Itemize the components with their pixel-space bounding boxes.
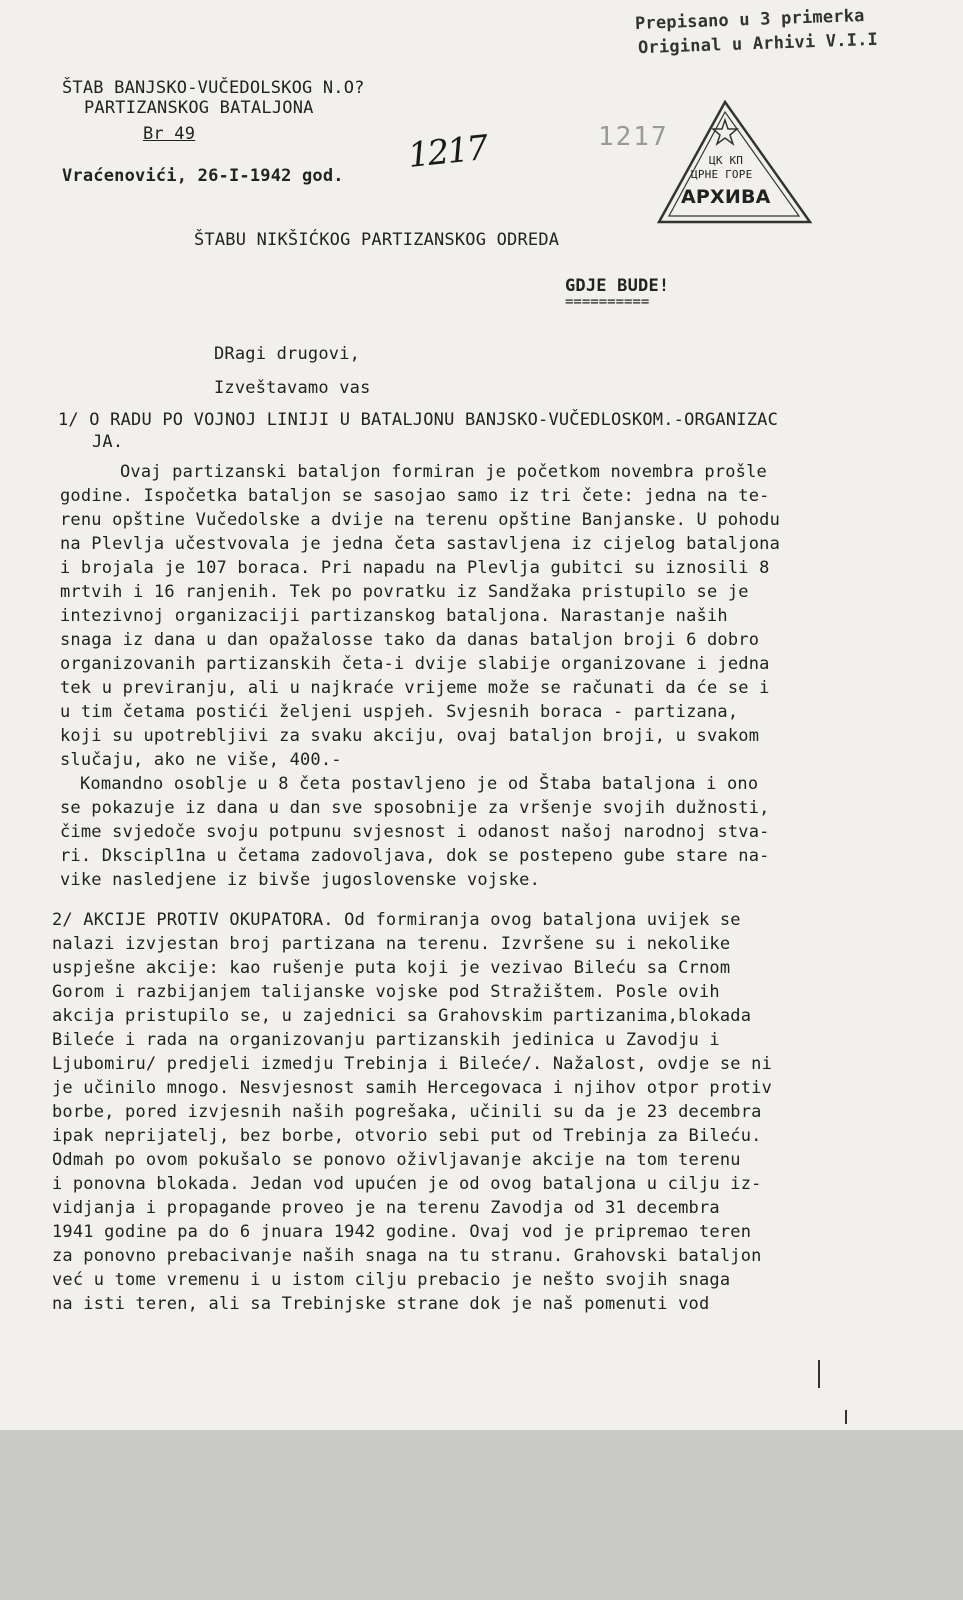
body-line: na Plevlja učestvovala je jedna četa sastavljena iz cijelog bataljona bbox=[60, 534, 781, 554]
document-number: Br 49 bbox=[143, 124, 196, 144]
place-date: Vraćenovići, 26-I-1942 god. bbox=[62, 166, 344, 186]
body-line: ri. Dkscipl1na u četama zadovoljava, dok se postepeno gube stare na- bbox=[60, 846, 770, 866]
handwritten-number: 1217 bbox=[406, 128, 489, 176]
body-line: Gorom i razbijanjem talijanske vojske pod Stražištem. Posle ovih bbox=[52, 982, 720, 1002]
greeting: DRagi drugovi, bbox=[214, 344, 361, 364]
body-line: za ponovno prebacivanje naših snaga na tu stranu. Grahovski bataljon bbox=[52, 1246, 762, 1266]
sender-line-2: PARTIZANSKOG BATALJONA bbox=[84, 98, 314, 118]
body-line: Ljubomiru/ predjeli izmedju Trebinja i Bileće/. Nažalost, ovdje se ni bbox=[52, 1054, 773, 1074]
background-surface bbox=[0, 1430, 963, 1600]
body-line: na isti teren, ali sa Trebinjske strane dok je naš pomenuti vod bbox=[52, 1294, 710, 1314]
body-line: ipak neprijatelj, bez borbe, otvorio sebi put od Trebinja za Bileću. bbox=[52, 1126, 762, 1146]
stray-mark bbox=[818, 1360, 820, 1388]
body-line: renu opštine Vučedolske a dvije na terenu opštine Banjanske. U pohodu bbox=[60, 510, 781, 530]
intro-line: Izveštavamo vas bbox=[214, 378, 371, 398]
section-1-heading: 1/ O RADU PO VOJNOJ LINIJI U BATALJONU BANJSKO-VUČEDLOSKOM.-ORGANIZAC bbox=[58, 410, 779, 430]
body-line: koji su upotrebljivi za svaku akciju, ovaj bataljon broji, u svakom bbox=[60, 726, 760, 746]
body-line: intezivnoj organizaciji partizanskog bataljona. Narastanje naših bbox=[60, 606, 728, 626]
archive-note-line-2: Original u Arhivi V.I.I bbox=[637, 29, 879, 59]
body-line: i brojala je 107 boraca. Pri napadu na Plevlja gubitci su iznosili 8 bbox=[60, 558, 770, 578]
body-line: organizovanih partizanskih četa-i dvije slabije organizovane i jedna bbox=[60, 654, 770, 674]
body-line: Ovaj partizanski bataljon formiran je početkom novembra prošle bbox=[120, 462, 767, 482]
sender-line-1: ŠTAB BANJSKO-VUČEDOLSKOG N.O? bbox=[62, 78, 365, 98]
stamp-label: АРХИВА bbox=[681, 186, 771, 208]
body-line: Bileće i rada na organizovanju partizanskih jedinica u Zavodju i bbox=[52, 1030, 720, 1050]
stamp-text-1: ЦК КП bbox=[709, 154, 744, 167]
body-line: snaga iz dana u dan opažalosse tako da danas bataljon broji 6 dobro bbox=[60, 630, 760, 650]
section-2-heading-line: 2/ AKCIJE PROTIV OKUPATORA. Od formiranja ovog bataljona uvijek se bbox=[52, 910, 741, 930]
body-line: slučaju, ako ne više, 400.- bbox=[60, 750, 342, 770]
body-line: akcija pristupilo se, u zajednici sa Grahovskim partizanima,blokada bbox=[52, 1006, 752, 1026]
body-line: vike nasledjene iz bivše jugoslovenske vojske. bbox=[60, 870, 541, 890]
body-line: i ponovna blokada. Jedan vod upućen je od ovog bataljona u cilju iz- bbox=[52, 1174, 762, 1194]
body-line: uspješne akcije: kao rušenje puta koji je vezivao Bileću sa Crnom bbox=[52, 958, 731, 978]
stamp-text-2: ЦРНЕ ГОРЕ bbox=[691, 168, 753, 181]
recipient-line-2: GDJE BUDE! bbox=[565, 276, 670, 296]
archive-stamp bbox=[655, 100, 815, 230]
body-line: Komandno osoblje u 8 četa postavljeno je od Štaba bataljona i ono bbox=[80, 774, 759, 794]
body-line: čime svjedoče svoju potpunu svjesnost i odanost našoj narodnoj stva- bbox=[60, 822, 770, 842]
body-line: je učinilo mnogo. Nesvjesnost samih Hercegovaca i njihov otpor protiv bbox=[52, 1078, 773, 1098]
recipient-line-1: ŠTABU NIKŠIĆKOG PARTIZANSKOG ODREDA bbox=[194, 230, 560, 250]
body-line: Odmah po ovom pokušalo se ponovo oživljavanje akcije na tom terenu bbox=[52, 1150, 741, 1170]
body-line: već u tome vremenu i u istom cilju prebacio je nešto svojih snaga bbox=[52, 1270, 731, 1290]
body-line: mrtvih i 16 ranjenih. Tek po povratku iz Sandžaka pristupilo se je bbox=[60, 582, 749, 602]
body-line: vidjanja i propagande proveo je na terenu Zavodja od 31 decembra bbox=[52, 1198, 720, 1218]
body-line: 1941 godine pa do 6 jnuara 1942 godine. Ovaj vod je pripremao teren bbox=[52, 1222, 752, 1242]
archive-note-line-1: Prepisano u 3 primerka bbox=[634, 6, 865, 34]
body-line: se pokazuje iz dana u dan sve sposobnije za vršenje svojih dužnosti, bbox=[60, 798, 770, 818]
recipient-double-underline: ========== bbox=[565, 294, 650, 310]
faint-stamp-number: 1217 bbox=[598, 122, 669, 152]
body-line: u tim četama postići željeni uspjeh. Svjesnih boraca - partizana, bbox=[60, 702, 739, 722]
body-line: tek u previranju, ali u najkraće vrijeme može se računati da će se i bbox=[60, 678, 770, 698]
body-line: borbe, pored izvjesnih naših pogrešaka, učinili su da je 23 decembra bbox=[52, 1102, 762, 1122]
body-line: godine. Ispočetka bataljon se sasojao samo iz tri čete: jedna na te- bbox=[60, 486, 770, 506]
section-1-heading-cont: JA. bbox=[92, 432, 124, 452]
stray-mark bbox=[845, 1410, 847, 1424]
body-line: nalazi izvjestan broj partizana na terenu. Izvršene su i nekolike bbox=[52, 934, 731, 954]
